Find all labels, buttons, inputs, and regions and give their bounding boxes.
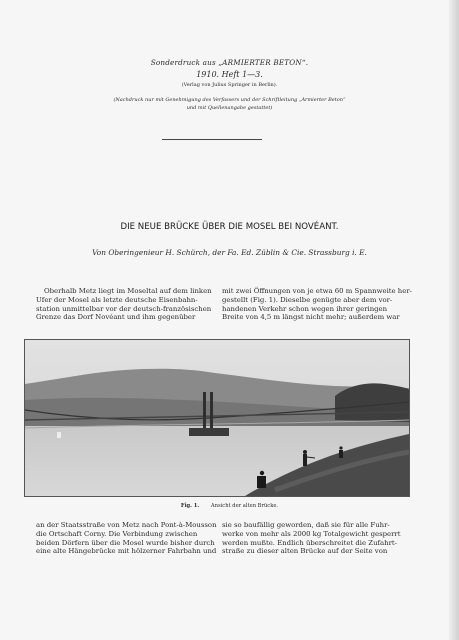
- text-line: station unmittelbar vor der deutsch-französischen: [36, 304, 212, 313]
- text-line: straße zu dieser alten Brücke auf der Seite von: [222, 547, 388, 556]
- body-bottom-right: [222, 521, 408, 556]
- permission-line-1: (Nachdruck nur mit Genehmigung des Verfassers und der Schriftleitung „Armierter Beton“: [113, 97, 346, 103]
- header-separator: [162, 139, 262, 140]
- text-line: die Ortschaft Corny. Die Verbindung zwischen: [36, 529, 198, 538]
- body-top-left: [36, 287, 216, 322]
- text-line: mit zwei Öffnungen von je etwa 60 m Spannweite her-: [222, 287, 412, 295]
- text-line: handenen Verkehr schon wegen ihrer geringen: [222, 304, 388, 313]
- text-line: eine alte Hängebrücke mit hölzerner Fahrbahn und: [36, 547, 217, 556]
- text-line: werke von mehr als 2000 kg Totalgewicht gesperrt: [222, 529, 401, 538]
- text-line: Breite von 4,5 m längst nicht mehr; außerdem war: [222, 313, 400, 322]
- standing-figure: [303, 454, 307, 466]
- bridge-pylon: [203, 392, 206, 434]
- text-line: Grenze das Dorf Novéant und ihm gegenüber: [36, 313, 196, 322]
- text-line: Oberhalb Metz liegt im Moseltal auf dem linken: [44, 287, 212, 295]
- text-line: beiden Dörfern über die Mosel wurde bisher durch: [36, 538, 215, 547]
- article-author: Von Oberingenieur H. Schürch, der Fa. Ed. Züblin & Cie. Strassburg i. E.: [92, 248, 367, 257]
- publisher-line: (Verlag von Julius Springer in Berlin).: [181, 82, 278, 88]
- reprint-note: Sonderdruck aus „ARMIERTER BETON“.: [150, 58, 309, 67]
- text-line: werden mußte. Endlich überschreitet die Zufahrt-: [222, 538, 397, 547]
- text-line: Ufer der Mosel als letzte deutsche Eisenbahn-: [36, 295, 198, 304]
- permission-line-2: und mit Quellenangabe gestattet): [186, 105, 273, 111]
- page-edge-shadow: [449, 0, 459, 640]
- issue-line: 1910. Heft 1—3.: [196, 70, 263, 79]
- text-line: gestellt (Fig. 1). Dieselbe genügte aber dem vor-: [222, 295, 393, 304]
- distant-figure: [339, 450, 343, 458]
- bridge-pier: [189, 428, 229, 436]
- figure-caption-text: Ansicht der alten Brücke.: [210, 503, 279, 509]
- person-head: [339, 446, 342, 449]
- bridge-photograph: [24, 339, 410, 497]
- body-bottom-left: [36, 521, 216, 556]
- sailboat: [57, 432, 61, 438]
- text-line: an der Staatsstraße von Metz nach Pont-à-Mousson: [36, 521, 217, 529]
- article-title: DIE NEUE BRÜCKE ÜBER DIE MOSEL BEI NOVÉANT.: [120, 222, 339, 232]
- seated-figure: [257, 476, 266, 488]
- figure-number: Fig. 1.: [180, 503, 200, 509]
- person-head: [260, 471, 264, 475]
- bridge-pylon: [210, 392, 213, 434]
- figure-caption: [0, 503, 459, 509]
- person-head: [303, 450, 307, 454]
- bridge-photo-illustration: [25, 340, 409, 496]
- text-line: sie so baufällig geworden, daß sie für alle Fuhr-: [222, 521, 390, 529]
- body-top-right: [222, 287, 412, 322]
